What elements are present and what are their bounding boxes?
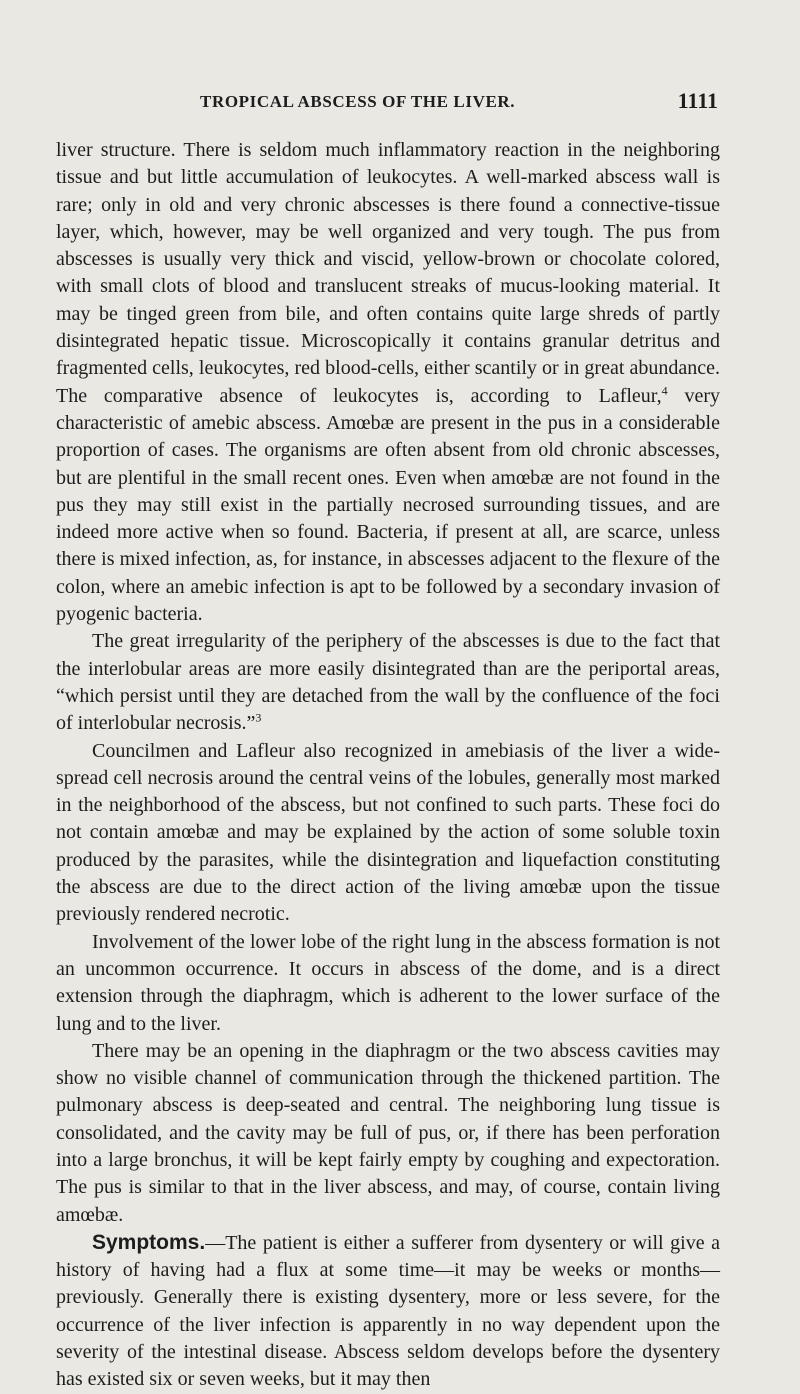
paragraph-lung-involvement: Involvement of the lower lobe of the right lung in the abscess formation is not an uncommon occurrence. It occurs in abscess of the dome, and is a direct extension through the diaphragm, which is adherent to the lower surface of the lung and to the liver. — [56, 930, 720, 1035]
footnote-ref: 3 — [255, 710, 262, 725]
page-number: 1111 — [677, 88, 718, 113]
paragraph-diaphragm: There may be an opening in the diaphragm or the two abscess cavities may show no visible channel of communication through the thickened partition. The pulmonary abscess is deep-seated and central. The neighboring lung tissue is consolidated, and the cavity may be full of pus, or, if there has been perforation into a large bronchus, it will be kept fairly empty by coughing and expectoration. The pus is similar to that in the liver abscess, and may, of course, contain living amœbæ. — [56, 1039, 720, 1226]
page-header — [200, 88, 720, 118]
paragraph-periphery: The great irregularity of the periphery of the abscesses is due to the fact that the interlobular areas are more easily disintegrated than are the periportal areas, “which persist until they are detached from the wall by the confluence of the foci of interlobular necrosis.”$^3$ — [56, 630, 720, 735]
paragraph-pathology: liver structure. There is seldom much inflammatory reaction in the neighboring tissue and but little accumulation of leukocytes. A well-marked abscess wall is rare; only in old and very chronic abscesses is there found a connective-tissue layer, which, however, may be well organized and very tough. The pus from abscesses is usually very thick and viscid, yellow-brown or chocolate colored, with small clots of blood and translucent streaks of mucus-looking material. It may be tinged green from bile, and often contains quite large shreds of partly disintegrated hepatic tissue. Microscopically it contains granular detritus and fragmented cells, leukocytes, red blood-cells, either scantily or in great abundance. The comparative absence of leukocytes is, according to Lafleur,$^4$ very characteristic of amebic abscess. Amœbæ are present in the pus in a considerable proportion of cases. The organisms are often absent from old chronic abscesses, but are plentiful in the small recent ones. Even when amœbæ are not found in the pus they may still exist in the partially necrosed surrounding tissues, and are indeed more active when so found. Bacteria, if present at all, are scarce, unless there is mixed infection, as, for instance, in abscesses adjacent to the flexure of the colon, where an amebic infection is apt to be followed by a secondary invasion of pyogenic bacteria. — [56, 139, 720, 626]
body-text — [56, 137, 720, 1394]
footnote-ref: 4 — [661, 383, 668, 398]
section-heading-symptoms: Symptoms. — [92, 1230, 206, 1254]
paragraph-necrosis: Councilmen and Lafleur also recognized in amebiasis of the liver a wide-spread cell necrosis around the central veins of the lobules, generally most marked in the neighborhood of the abscess, but not confined to such parts. These foci do not contain amœbæ and may be explained by the action of some soluble toxin produced by the parasites, while the disintegration and liquefaction constituting the abscess are due to the direct action of the living amœbæ upon the tissue previously rendered necrotic. — [56, 739, 720, 926]
paragraph-symptoms: Symptoms.—The patient is either a sufferer from dysentery or will give a history of having had a flux at some time—it may be weeks or months—previously. Generally there is existing dysentery, more or less severe, for the occurrence of the liver infection is apparently in no way dependent upon the severity of the intestinal disease. Abscess seldom develops before the dysentery has existed six or seven weeks, but it may then — [56, 1230, 720, 1391]
running-title: TROPICAL ABSCESS OF THE LIVER. — [200, 92, 516, 111]
